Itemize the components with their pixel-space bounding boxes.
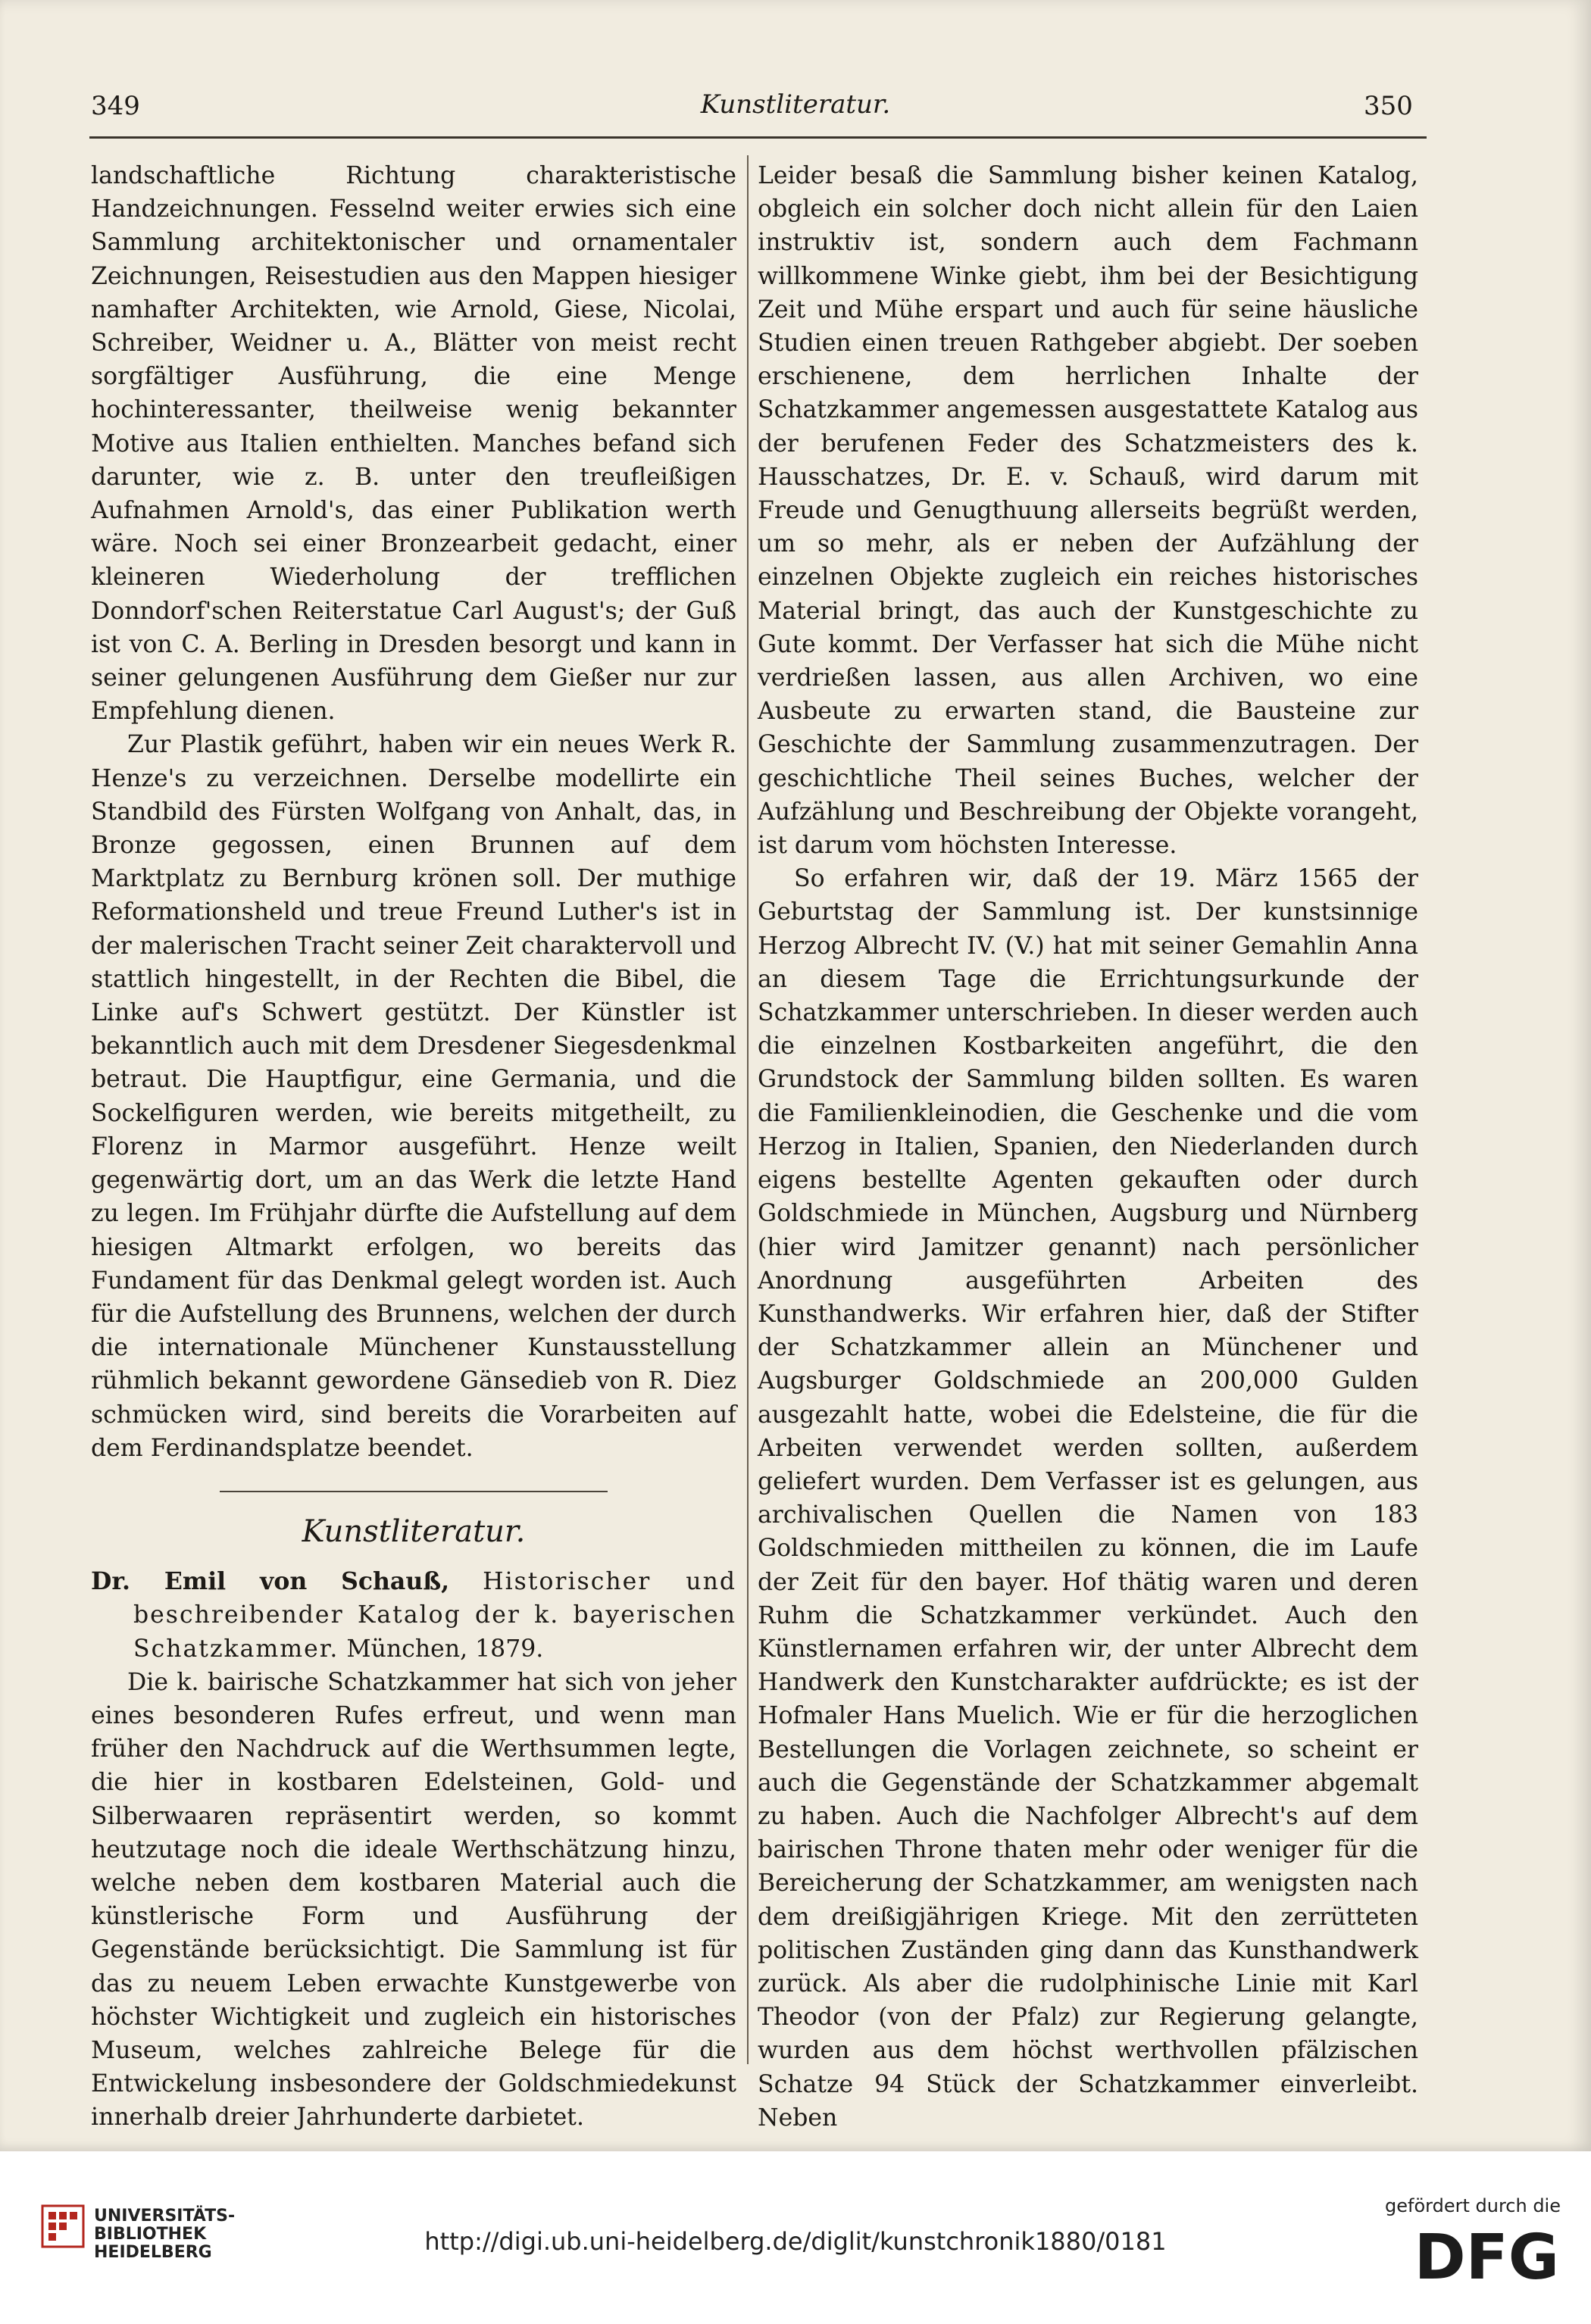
column-divider xyxy=(747,155,749,2064)
page-number-left: 349 xyxy=(91,91,140,121)
section-divider xyxy=(220,1491,607,1492)
paragraph: Die k. bairische Schatzkammer hat sich von jeher eines besonderen Rufes erfreut, und wenn man früher den Nachdruck auf die Werthsummen legte, die hier in kostbaren Edelsteinen, Gold- und Silberwaaren repräsentirt werden, so kommt heutzutage noch die ideale Werthschätzung hinzu, welche neben dem kostbaren Material auch die künstlerische Form und Ausführung der Gegenstände berücksichtigt. Die Sammlung ist für das zu neuem Leben erwachte Kunstgewerbe von höchster Wichtigkeit und zugleich ein historisches Museum, welches zahlreiche Belege für die Entwickelung insbesondere der Goldschmiedekunst innerhalb dreier Jahrhunderte darbietet. xyxy=(91,1668,736,2132)
header-rule xyxy=(89,136,1427,139)
section-title: Kunstliteratur. xyxy=(302,1513,526,1549)
paragraph: So erfahren wir, daß der 19. März 1565 der Geburtstag der Sammlung ist. Der kunstsinnige Herzog Albrecht IV. (V.) hat mit seiner Gemahlin Anna an diesem Tage die Errichtungsurkunde der Schatzkammer unterschrieben. In dieser werden auch die einzelnen Kostbarkeiten angeführt, die den Grundstock der Sammlung bilden sollten. Es waren die Familienkleinodien, die Geschenke und die vom Herzog in Italien, Spanien, den Niederlanden durch eigens bestellte Agenten gekauften oder durch Goldschmiede in München, Augsburg und Nürnberg (hier wird Jamitzer genannt) nach persönlicher Anordnung ausgeführten Arbeiten des Kunsthandwerks. Wir erfahren hier, daß der Stifter der Schatzkammer allein an Münchener und Augsburger Goldschmiede an 200,000 Gulden ausgezahlt hatte, wobei die Edelsteine, die für die Arbeiten verwendet werden sollten, außerdem geliefert wurden. Dem Verfasser ist es gelungen, aus archivalischen Quellen die Namen von 183 Goldschmieden mittheilen zu können, die im Laufe der Zeit für den bayer. Hof thätig waren und deren Ruhm die Schatzkammer verkündet. Auch den Künstlernamen erfahren wir, der unter Albrecht dem Handwerk den Kunstcharakter aufdrückte; es ist der Hofmaler Hans Muelich. Wie er für die herzoglichen Bestellungen die Vorlagen zeichnete, so scheint er auch die Gegenstände der Schatzkammer abgemalt zu haben. Auch die Nachfolger Albrecht's auf dem bairischen Throne thaten mehr oder weniger für die Bereicherung der Schatzkammer, am wenigsten nach dem dreißigjährigen Kriege. Mit den zerrütteten politischen Zuständen ging dann das Kunsthandwerk zurück. Als aber die rudolphinische Linie mit Karl Theodor (von der Pfalz) zur Regierung gelangte, wurden aus dem höchst werthvollen pfälzischen Schatze 94 Stück der Schatzkammer einverleibt. Neben xyxy=(758,865,1418,2132)
page-number-right: 350 xyxy=(1364,91,1413,121)
funding-caption: gefördert durch die xyxy=(1385,2195,1561,2216)
right-column xyxy=(758,159,1418,2135)
book-author: Dr. Emil von Schauß, xyxy=(91,1567,450,1596)
permalink-url[interactable]: http://digi.ub.uni-heidelberg.de/diglit/kunstchronik1880/0181 xyxy=(424,2227,1167,2256)
book-imprint: München, 1879. xyxy=(346,1635,544,1663)
library-name[interactable]: UNIVERSITÄTS- BIBLIOTHEK HEIDELBERG xyxy=(94,2207,236,2262)
paragraph: landschaftliche Richtung charakteristische Handzeichnungen. Fesselnd weiter erwies sich eine Sammlung architektonischer und ornamentaler Zeichnungen, Reisestudien aus den Mappen hiesiger namhafter Architekten, wie Arnold, Giese, Nicolai, Schreiber, Weidner u. A., Blätter von meist recht sorgfältiger Ausführung, die eine Menge hochinteressanter, theilweise wenig bekannter Motive aus Italien enthielten. Manches befand sich darunter, wie z. B. unter den treufleißigen Aufnahmen Arnold's, das einer Publikation werth wäre. Noch sei einer Bronzearbeit gedacht, einer kleineren Wiederholung der trefflichen Donndorf'schen Reiterstatue Carl August's; der Guß ist von C. A. Berling in Dresden besorgt und kann in seiner gelungenen Ausführung dem Gießer nur zur Empfehlung dienen. xyxy=(91,162,736,726)
dfg-logo-icon[interactable] xyxy=(1394,2219,1561,2288)
bibliographic-entry xyxy=(91,1565,736,1666)
left-column xyxy=(91,159,736,2135)
book-title: Historischer und beschreibender Katalog der k. bayerischen Schatzkammer. xyxy=(133,1568,737,1663)
svg-text:DFG: DFG xyxy=(1414,2222,1559,2288)
paragraph: Zur Plastik geführt, haben wir ein neues Werk R. Henze's zu verzeichnen. Derselbe modellirte ein Standbild des Fürsten Wolfgang von Anhalt, das, in Bronze gegossen, einen Brunnen auf dem Marktplatz zu Bernburg krönen soll. Der muthige Reformationsheld und treue Freund Luther's ist in der malerischen Tracht seiner Zeit charaktervoll und stattlich hingestellt, in der Rechten die Bibel, die Linke auf's Schwert gestützt. Der Künstler ist bekanntlich auch mit dem Dresdener Siegesdenkmal betraut. Die Hauptfigur, eine Germania, und die Sockelfiguren werden, wie bereits mitgetheilt, zu Florenz in Marmor ausgeführt. Henze weilt gegenwärtig dort, um an das Werk die letzte Hand zu legen. Im Frühjahr dürfte die Aufstellung auf dem hiesigen Altmarkt erfolgen, wo bereits das Fundament für das Denkmal gelegt worden ist. Auch für die Aufstellung des Brunnens, welchen der durch die internationale Münchener Kunstausstellung rühmlich bekannt gewordene Gänsedieb von R. Diez schmücken wird, sind bereits die Vorarbeiten auf dem Ferdinandsplatze beendet. xyxy=(91,731,736,1462)
paragraph: Leider besaß die Sammlung bisher keinen Katalog, obgleich ein solcher doch nicht allein für den Laien instruktiv ist, sondern auch dem Fachmann willkommene Winke giebt, ihm bei der Besichtigung Zeit und Mühe erspart und auch für seine häusliche Studien einen treuen Rathgeber abgiebt. Der soeben erschienene, dem herrlichen Inhalte der Schatzkammer angemessen ausgestattete Katalog aus der berufenen Feder des Schatzmeisters des k. Hausschatzes, Dr. E. v. Schauß, wird darum mit Freude und Genugthuung allerseits begrüßt werden, um so mehr, als er neben der Aufzählung der einzelnen Objekte zugleich ein reiches historisches Material bringt, das auch der Kunstgeschichte zu Gute kommt. Der Verfasser hat sich die Mühe nicht verdrießen lassen, aus allen Archiven, wo eine Ausbeute zu erwarten stand, die Bausteine zur Geschichte der Sammlung zusammenzutragen. Der geschichtliche Theil seines Buches, welcher der Aufzählung und Beschreibung der Objekte vorangeht, ist darum vom höchsten Interesse. xyxy=(758,162,1418,860)
running-title: Kunstliteratur. xyxy=(700,89,891,120)
